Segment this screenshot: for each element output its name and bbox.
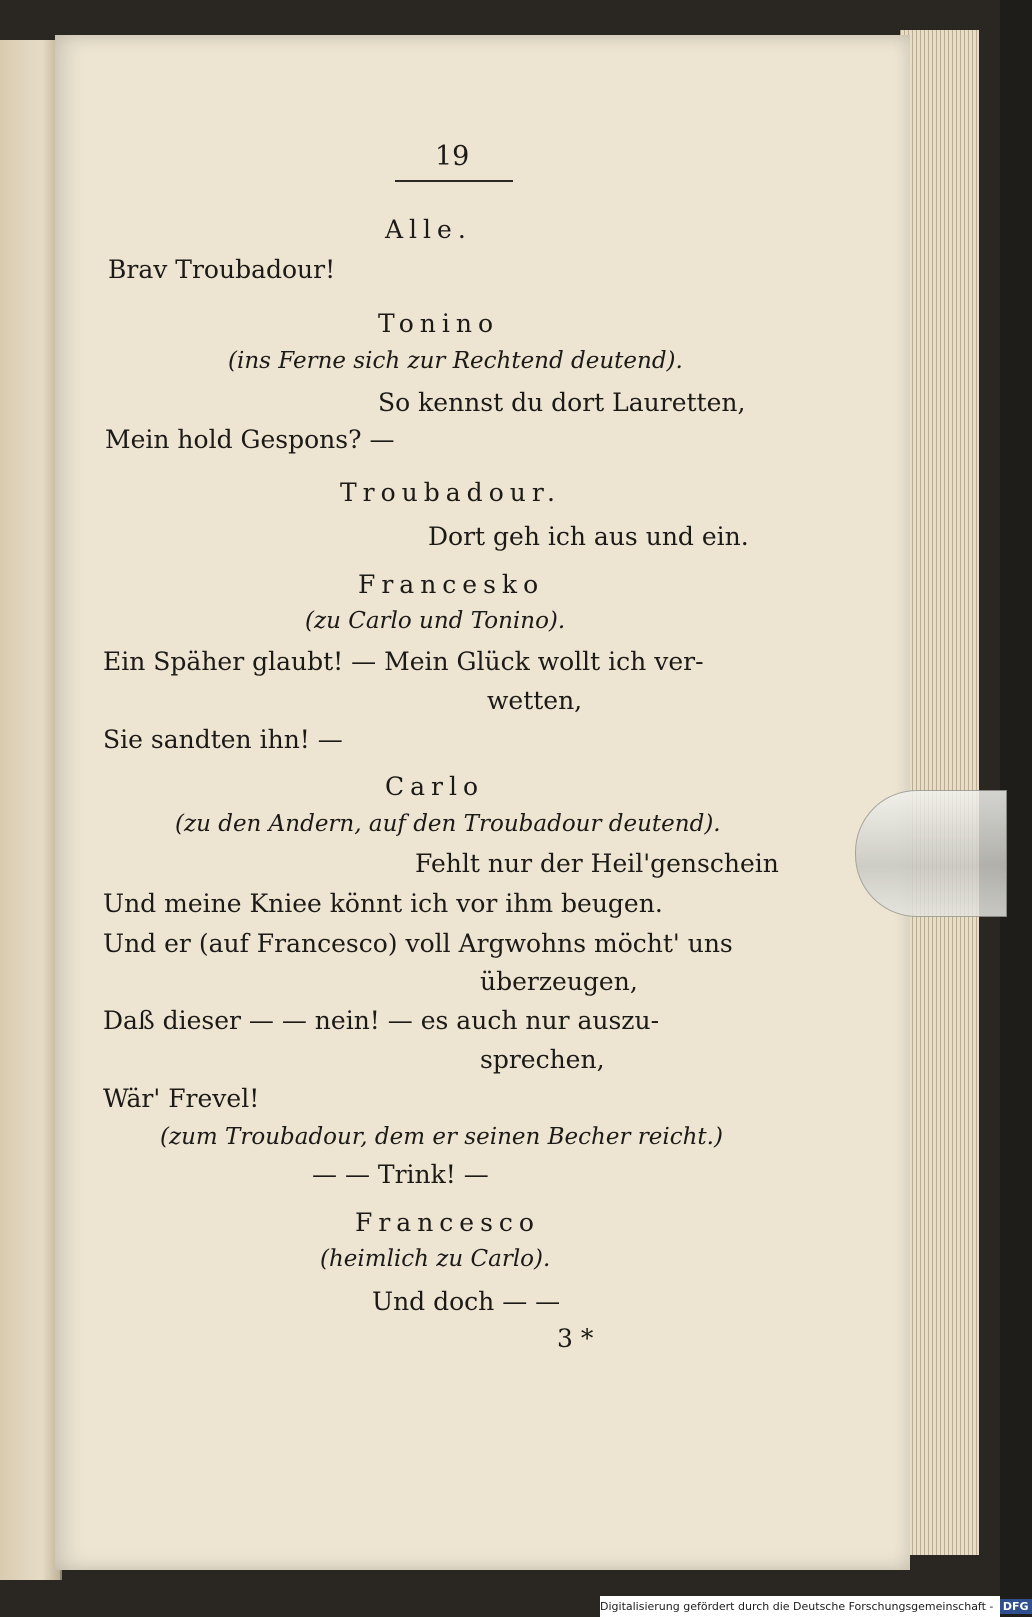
verse-line: Und er (auf Francesco) voll Argwohns möcht' uns [103, 929, 733, 958]
speaker-troubadour: Troubadour. [340, 478, 561, 507]
digitization-footer [600, 1596, 1029, 1617]
verse-line: Brav Troubadour! [108, 255, 336, 284]
page-holder-clip [855, 790, 1007, 917]
stage-direction: (zu den Andern, auf den Troubadour deutend). [175, 811, 721, 837]
stage-direction: (ins Ferne sich zur Rechtend deutend). [228, 348, 683, 374]
speaker-francesko: Francesko [358, 570, 545, 599]
verse-line: Und doch — — [372, 1287, 561, 1316]
stage-direction: (heimlich zu Carlo). [320, 1246, 551, 1272]
speaker-tonino: Tonino [378, 309, 500, 338]
speaker-alle: Alle. [385, 215, 472, 244]
verse-line: Mein hold Gespons? — [105, 425, 395, 454]
verse-line: So kennst du dort Lauretten, [378, 388, 746, 417]
speaker-francesco: Francesco [355, 1208, 540, 1237]
verse-line: Und meine Kniee könnt ich vor ihm beugen. [103, 889, 663, 918]
stage-direction: (zum Troubadour, dem er seinen Becher reicht.) [160, 1124, 723, 1150]
verse-line-continuation: sprechen, [480, 1045, 605, 1074]
stage-direction: (zu Carlo und Tonino). [305, 608, 566, 634]
verse-line: Ein Späher glaubt! — Mein Glück wollt ich ver- [103, 647, 704, 676]
page-number: 19 [435, 141, 470, 172]
verse-line-continuation: überzeugen, [480, 967, 638, 996]
verse-line: — — Trink! — [312, 1160, 489, 1189]
verse-line: Wär' Frevel! [103, 1084, 260, 1113]
signature-mark: 3 * [557, 1324, 594, 1353]
speaker-carlo: Carlo [385, 772, 485, 801]
verse-line: Dort geh ich aus und ein. [428, 522, 749, 551]
verse-line: Sie sandten ihn! — [103, 725, 343, 754]
previous-page-edge [0, 40, 62, 1580]
verse-line: Fehlt nur der Heil'genschein [415, 849, 779, 878]
page-number-rule [395, 180, 513, 182]
verse-line-continuation: wetten, [487, 686, 583, 715]
footer-text: Digitalisierung gefördert durch die Deutsche Forschungsgemeinschaft - [600, 1600, 994, 1613]
dfg-logo: DFG [1000, 1599, 1032, 1614]
verse-line: Daß dieser — — nein! — es auch nur auszu- [103, 1006, 660, 1035]
